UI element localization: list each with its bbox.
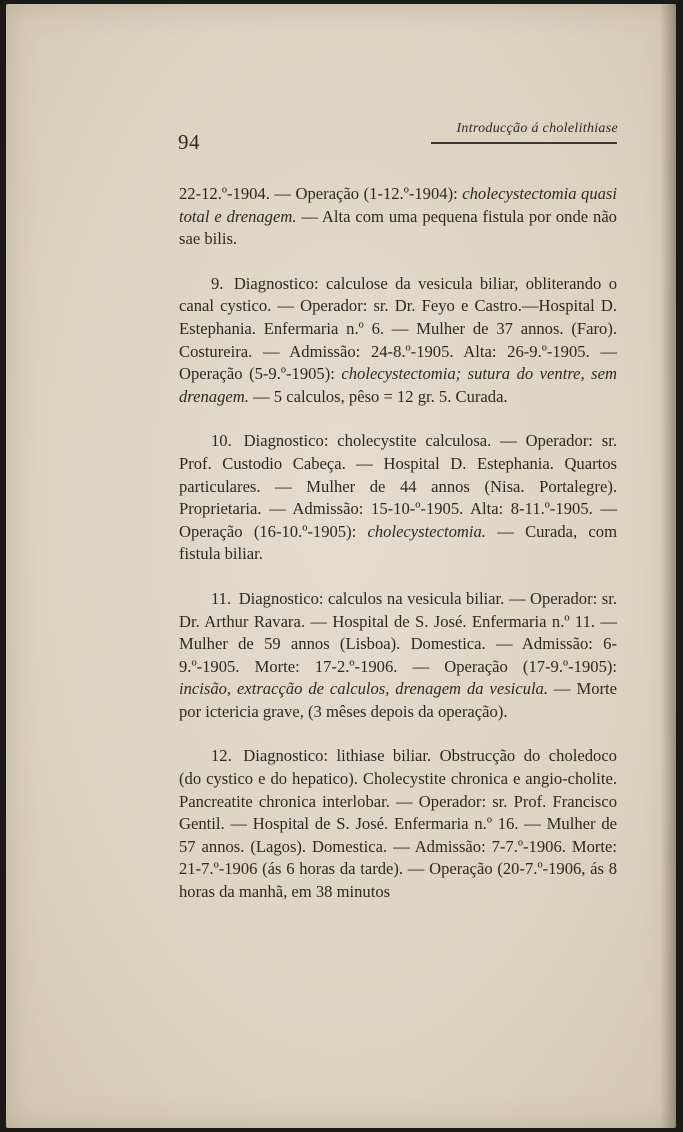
procedure-italic: cholecystectomia; sutura do ventre, sem drenagem.: [179, 364, 617, 406]
text-segment: Diagnostico: calculose da vesicula biliar, obliterando o canal cystico. — Operador: sr. Dr. Feyo e Castro.—Hospital D. Estephania. Enfermaria n.º 6. — Mulher de 37 annos. (Faro). Costureira. — Admissão: 24-8.º-1905. Alta: 26-9.º-1905. — Operação (5-9.º-1905):: [179, 273, 617, 384]
procedure-italic: incisão, extracção de calculos, drenagem da vesicula.: [179, 679, 548, 699]
text-segment: — Alta com uma pequena fistula por onde não sae bilis.: [179, 206, 617, 249]
paragraph-continued: [179, 183, 617, 251]
case-entry-12: [179, 745, 617, 903]
case-number: 9.: [211, 273, 224, 293]
text-segment: — Curada, com fistula biliar.: [179, 521, 617, 564]
case-entry-10: [179, 430, 617, 566]
text-segment: — Morte por ictericia grave, (3 mêses depois da operação).: [179, 679, 617, 721]
running-title: Introducção á cholelithiase: [456, 121, 618, 136]
text-segment: 22-12.º-1904. — Operação (1-12.º-1904):: [179, 184, 463, 203]
text-segment: Diagnostico: cholecystite calculosa. — Operador: sr. Prof. Custodio Cabeça. — Hospital D. Estephania. Quartos particulares. — Mulher de 44 annos (Nisa. Portalegre). Proprietaria. — Admissão: 15-10-º-1905. Alta: 8-11.º-1905. — Operação (16-10.º-1905):: [179, 431, 617, 541]
case-number: 11.: [211, 588, 232, 608]
book-page: [6, 4, 676, 1128]
text-segment: — 5 calculos, pêso = 12 gr. 5. Curada.: [248, 386, 508, 406]
case-entry-9: [179, 273, 617, 409]
procedure-italic: cholecystectomia.: [367, 521, 486, 541]
case-number: 10.: [211, 431, 232, 451]
header-rule: [431, 142, 617, 144]
case-number: 12.: [211, 746, 232, 766]
text-segment: Diagnostico: lithiase biliar. Obstrucção do choledoco (do cystico e do hepatico). Cholecystite chronica e angio-cholite. Pancreatite chronica interlobar. — Operador: sr. Prof. Francisco Gentil. — Hospital de S. José. Enfermaria n.º 16. — Mulher de 57 annos. (Lagos). Domestica. — Admissão: 7-7.º-1906. Morte: 21-7.º-1906 (ás 6 horas da tarde). — Operação (20-7.º-1906, ás 8 horas da manhã, em 38 minutos: [179, 746, 617, 902]
body-text: [179, 183, 617, 926]
page-number: 94: [178, 130, 200, 154]
text-segment: Diagnostico: calculos na vesicula biliar. — Operador: sr. Dr. Arthur Ravara. — Hospital de S. José. Enfermaria n.º 11. — Mulher de 59 annos (Lisboa). Domestica. — Admissão: 6-9.º-1905. Morte: 17-2.º-1906. — Operação (17-9.º-1905):: [179, 588, 617, 676]
procedure-italic: cholecystectomia quasi total e drenagem.: [179, 184, 617, 226]
page-gutter-shadow: [660, 4, 676, 1128]
case-entry-11: [179, 588, 617, 724]
